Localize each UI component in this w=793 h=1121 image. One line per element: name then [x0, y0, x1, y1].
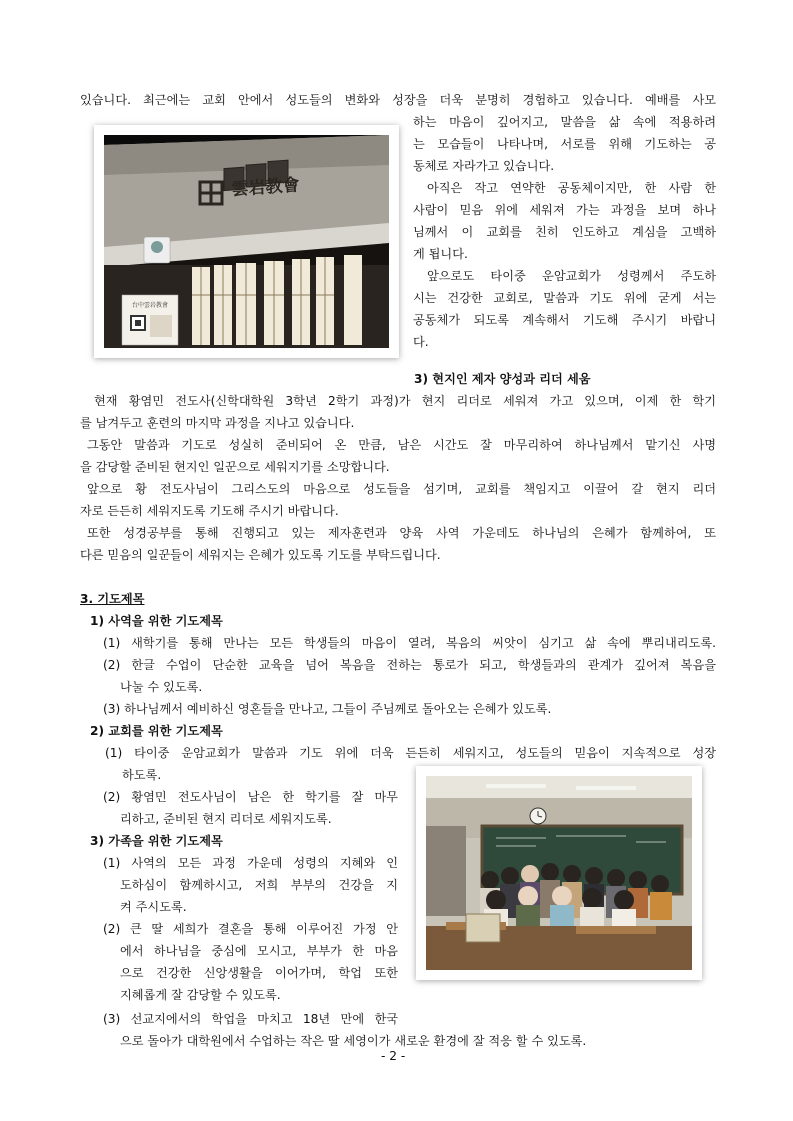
ministry-prayer-item: (2) 한글 수업이 단순한 교육을 넘어 복음을 전하는 통로가 되고, 학생들과의 관계가 깊어져 복음을	[103, 658, 716, 672]
intro-line: 아직은 작고 연약한 공동체이지만, 한 사람 한	[427, 181, 716, 195]
ministry-prayer-item: 나눌 수 있도록.	[120, 680, 203, 694]
intro-line: 하는 마음이 깊어지고, 말씀을 삶 속에 적용하려	[413, 115, 716, 129]
section3-line: 또한 성경공부를 통해 진행되고 있는 제자훈련과 양육 사역 가운데도 하나님의 은혜가 함께하여, 또	[87, 526, 716, 540]
church-prayer-heading: 2) 교회를 위한 기도제목	[90, 724, 223, 738]
church-prayer-item: (2) 황염민 전도사님이 남은 한 학기를 잘 마무	[103, 790, 398, 804]
section3-line: 를 남겨두고 훈련의 마지막 과정을 지나고 있습니다.	[80, 416, 355, 430]
church-poster-text: 台中雲岩教會	[131, 302, 169, 309]
intro-line: 는 모습들이 나타나며, 서로를 위해 기도하는 공	[413, 137, 716, 151]
intro-line: 사람이 믿음 위에 세워져 가는 과정을 보며 하나	[413, 203, 716, 217]
section3-line: 자로 든든히 세워지도록 기도해 주시기 바랍니다.	[80, 504, 339, 518]
church-prayer-item: 리하고, 준비된 현지 리더로 세워지도록.	[120, 812, 332, 826]
ministry-prayer-item: (3) 하나님께서 예비하신 영혼들을 만나고, 그들이 주님께로 돌아오는 은혜가 있도록.	[103, 702, 552, 716]
ministry-prayer-heading: 1) 사역을 위한 기도제목	[90, 614, 223, 628]
section3-line: 을 감당할 준비된 현지인 일꾼으로 세워지기를 소망합니다.	[80, 460, 390, 474]
intro-line: 있습니다. 최근에는 교회 안에서 성도들의 변화와 성장을 더욱 분명히 경험하고 있습니다. 예배를 사모	[80, 93, 716, 107]
family-prayer-item: 도하심이 함께하시고, 저희 부부의 건강을 지	[120, 878, 398, 892]
intro-line: 앞으로도 타이중 운암교회가 성령께서 주도하	[427, 269, 716, 283]
family-prayer-item: 에서 하나님을 중심에 모시고, 부부가 한 마음	[120, 944, 398, 958]
intro-line: 다.	[413, 335, 429, 349]
intro-line: 동체로 자라가고 있습니다.	[413, 159, 555, 173]
section-heading-local-leaders: 3) 현지인 제자 양성과 리더 세움	[414, 372, 591, 386]
classroom-group-photo	[416, 766, 702, 980]
intro-line: 게 됩니다.	[413, 247, 468, 261]
family-prayer-item: (1) 사역의 모든 과정 가운데 성령의 지혜와 인	[103, 856, 398, 870]
family-prayer-item: 지혜롭게 잘 감당할 수 있도록.	[120, 988, 281, 1002]
section3-line: 그동안 말씀과 기도로 성실히 준비되어 온 만큼, 남은 시간도 잘 마무리하여 하나님께서 맡기신 사명	[87, 438, 716, 452]
ministry-prayer-item: (1) 새학기를 통해 만나는 모든 학생들의 마음이 열려, 복음의 씨앗이 심기고 삶 속에 뿌리내리도록.	[103, 636, 716, 650]
intro-line: 공동체가 되도록 계속해서 기도해 주시기 바랍니	[413, 313, 716, 327]
intro-line: 시는 건강한 교회로, 말씀과 기도 위에 굳게 서는	[413, 291, 716, 305]
page-number: - 2 -	[381, 1049, 406, 1063]
family-prayer-item: (3) 선교지에서의 학업을 마치고 18년 만에 한국	[103, 1012, 398, 1026]
classroom-group-image	[426, 776, 692, 970]
prayer-requests-heading: 3. 기도제목	[80, 592, 145, 606]
family-prayer-item: 켜 주시도록.	[120, 900, 187, 914]
family-prayer-heading: 3) 가족을 위한 기도제목	[90, 834, 223, 848]
family-prayer-item: 으로 돌아가 대학원에서 수업하는 작은 딸 세영이가 새로운 환경에 잘 적응 할 수 있도록.	[120, 1034, 587, 1048]
church-prayer-item: 하도록.	[122, 768, 162, 782]
church-prayer-item: (1) 타이중 운암교회가 말씀과 기도 위에 더욱 든든히 세워지고, 성도들의 믿음이 지속적으로 성장	[105, 746, 716, 760]
section3-line: 다른 믿음의 일꾼들이 세워지는 은혜가 있도록 기도를 부탁드립니다.	[80, 548, 441, 562]
family-prayer-item: 으로 건강한 신앙생활을 이어가며, 학업 또한	[120, 966, 398, 980]
intro-line: 님께서 이 교회를 친히 인도하고 계심을 고백하	[413, 225, 716, 239]
section3-line: 앞으로 황 전도사님이 그리스도의 마음으로 성도들을 섬기며, 교회를 책임지고 이끌어 갈 현지 리더	[87, 482, 716, 496]
family-prayer-item: (2) 큰 딸 세희가 결혼을 통해 이루어진 가정 안	[103, 922, 398, 936]
church-sign-text: 雲岩教會	[230, 175, 301, 200]
section3-line: 현재 황염민 전도사(신학대학원 3학년 2학기 과정)가 현지 리더로 세워져 가고 있으며, 이제 한 학기	[94, 394, 716, 408]
church-exterior-photo	[94, 125, 399, 358]
church-exterior-image	[104, 135, 389, 348]
